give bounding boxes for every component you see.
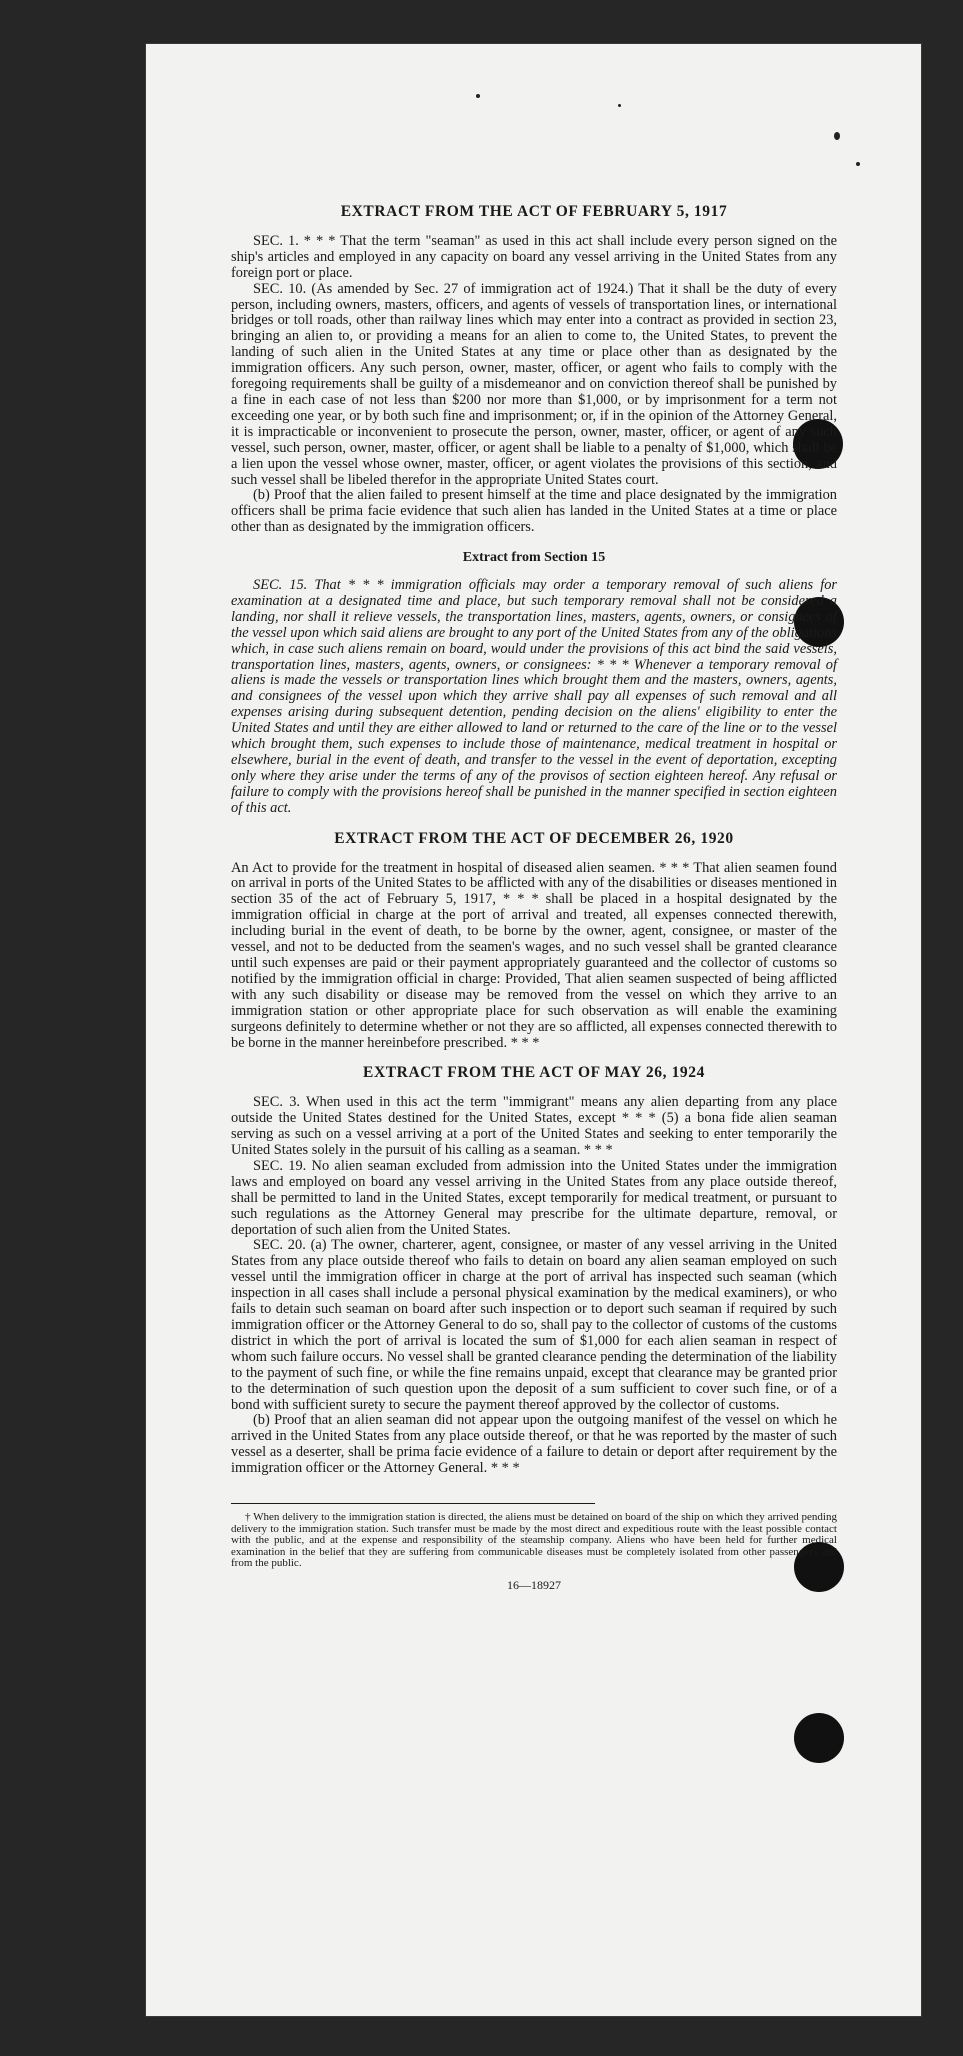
paragraph-sec-20-b: (b) Proof that an alien seaman did not appear upon the outgoing manifest of the vessel on which he arrived in the United States from any place outside thereof, or that he was reported by the master of such vessel as a deserter, shall be prima facie evidence of a failure to detain or deport after requirement by the immigration officer or the Attorney General. * * * <box>231 1412 837 1477</box>
document-page <box>146 44 921 2016</box>
paragraph-sec-20: SEC. 20. (a) The owner, charterer, agent, consignee, or master of any vessel arriving in the United States from any place outside thereof who fails to detain on board any alien seaman employed on such vessel until the immigration officer in charge at the port of arrival has inspected such seaman (which inspection in all cases shall include a personal physical examination by the medical examiners), or who fails to detain such seaman on board after such inspection or to deport such seaman if required by such immigration officer or the Attorney General to do so, shall pay to the collector of customs of the customs district in which the port of arrival is located the sum of $1,000 for each alien seaman in respect of whom such failure occurs. No vessel shall be granted clearance pending the determination of the liability to the payment of such fine, or while the fine remains unpaid, except that clearance may be granted prior to the determination of such question upon the deposit of a sum sufficient to cover such fine, or of a bond with sufficient surety to secure the payment thereof approved by the collector of customs. <box>231 1237 837 1413</box>
section-act-1920 <box>231 831 837 1052</box>
section-act-1917 <box>231 204 837 536</box>
heading-act-1917: EXTRACT FROM THE ACT OF FEBRUARY 5, 1917 <box>340 203 728 220</box>
punch-hole <box>794 1713 844 1763</box>
ink-speck <box>834 132 840 140</box>
section-extract-15 <box>231 550 837 817</box>
paragraph-sec-3: SEC. 3. When used in this act the term "immigrant" means any alien departing from any place outside the United States destined for the United States, except * * * (5) a bona fide alien seaman serving as such on a vessel arriving at a port of the United States and seeking to enter temporarily the United States solely in the pursuit of his calling as a seaman. * * * <box>231 1094 837 1159</box>
text-column <box>231 204 837 1594</box>
ink-speck <box>856 162 860 166</box>
paragraph-sec-1: SEC. 1. * * * That the term "seaman" as used in this act shall include every person signed on the ship's articles and employed in any capacity on board any vessel arriving in the United States from any foreign port or place. <box>231 232 837 281</box>
heading-act-1924: EXTRACT FROM THE ACT OF MAY 26, 1924 <box>363 1064 705 1082</box>
footnote-divider <box>231 1503 595 1504</box>
footnote <box>231 1512 837 1570</box>
heading-act-1920: EXTRACT FROM THE ACT OF DECEMBER 26, 1920 <box>334 829 734 847</box>
footnote-text: † When delivery to the immigration station is directed, the aliens must be detained on board of the ship on which they arrived pending delivery to the immigration station. Such transfer must be made by the most direct and expeditious route with the least possible contact with the public, and at the expense and responsibility of the steamship company. Aliens who have been held for further medical examination in the belief that they are suffering from communicable diseases must be completely isolated from other passengers and from the public. <box>231 1511 837 1570</box>
paragraph-sec-10-b: (b) Proof that the alien failed to present himself at the time and place designated by the immigration officers shall be prima facie evidence that such alien has landed in the United States at a time or place other than as designated by the immigration officers. <box>231 487 837 536</box>
heading-section-15: Extract from Section 15 <box>462 550 606 566</box>
paragraph-act-1920: An Act to provide for the treatment in hospital of diseased alien seamen. * * * That alien seamen found on arrival in ports of the United States to be afflicted with any of the disabilities or diseases mentioned in section 35 of the act of February 5, 1917, * * * shall be placed in a hospital designated by the immigration official in charge at the port of arrival and treated, all expenses connected therewith, including burial in the event of death, to be borne by the owner, agent, consignee, or master of the vessel, and not to be deducted from the seamen's wages, and no such vessel shall be granted clearance until such expenses are paid or their payment appropriately guaranteed and the collector of customs so notified by the immigration official in charge: Provided, That alien seamen suspected of being afflicted with any such disability or disease may be removed from the vessel on which they arrive to an immigration station or other appropriate place for such observation as will enable the examining surgeons definitely to determine whether or not they are so afflicted, all expenses connected therewith to be borne in the manner hereinbefore prescribed. * * * <box>231 859 837 1051</box>
paragraph-sec-19: SEC. 19. No alien seaman excluded from admission into the United States under the immigration laws and employed on board any vessel arriving in the United States from any place outside thereof, shall be permitted to land in the United States, except temporarily for medical treatment, or pursuant to such regulations as the Attorney General may prescribe for the ultimate departure, removal, or deportation of such alien from the United States. <box>231 1157 837 1238</box>
paragraph-sec-15: SEC. 15. That * * * immigration officials may order a temporary removal of such aliens for examination at a designated time and place, but such temporary removal shall not be considered a landing, nor shall it relieve vessels, the transportation lines, masters, agents, owners, or consignees of the vessel upon which said aliens are brought to any port of the United States from any of the obligations which, in case such aliens remain on board, would under the provisions of this act bind the said vessels, transportation lines, masters, agents, owners, or consignees: * * * Whenever a temporary removal of aliens is made the vessels or transportation lines which brought them and the masters, owners, agents, and consignees of the vessel upon which they arrive shall pay all expenses of such removal and all expenses arising during subsequent detention, pending decision on the aliens' eligibility to enter the United States and until they are either allowed to land or returned to the care of the line or to the vessel which brought them, such expenses to include those of maintenance, medical treatment in hospital or elsewhere, burial in the event of death, and transfer to the vessel in the event of deportation, excepting only where they arise under the terms of any of the provisos of section eighteen hereof. Any refusal or failure to comply with the provisions hereof shall be punished in the manner specified in section eighteen of this act. <box>231 577 837 816</box>
ink-speck <box>618 104 621 107</box>
page-number: 16—18927 <box>507 1578 561 1593</box>
paragraph-sec-10: SEC. 10. (As amended by Sec. 27 of immigration act of 1924.) That it shall be the duty of every person, including owners, masters, officers, and agents of vessels of transportation lines, or international bridges or toll roads, other than railway lines which may enter into a contract as provided in section 23, bringing an alien to, or providing a means for an alien to come to, the United States, to prevent the landing of such alien in the United States at any time or place other than as designated by the immigration officers. Any such person, owner, master, officer, or agent who fails to comply with the foregoing requirements shall be guilty of a misdemeanor and on conviction thereof shall be punished by a fine in each case of not less than $200 nor more than $1,000, or by imprisonment for a term not exceeding one year, or by both such fine and imprisonment; or, if in the opinion of the Attorney General, it is impracticable or inconvenient to prosecute the person, owner, master, officer, or agent of any such vessel, such person, owner, master, officer, or agent shall be liable to a penalty of $1,000, which shall be a lien upon the vessel whose owner, master, officer, or agent violates the provisions of this section, and such vessel shall be libeled therefor in the appropriate United States court. <box>231 280 837 488</box>
ink-speck <box>476 94 480 98</box>
section-act-1924 <box>231 1065 837 1477</box>
